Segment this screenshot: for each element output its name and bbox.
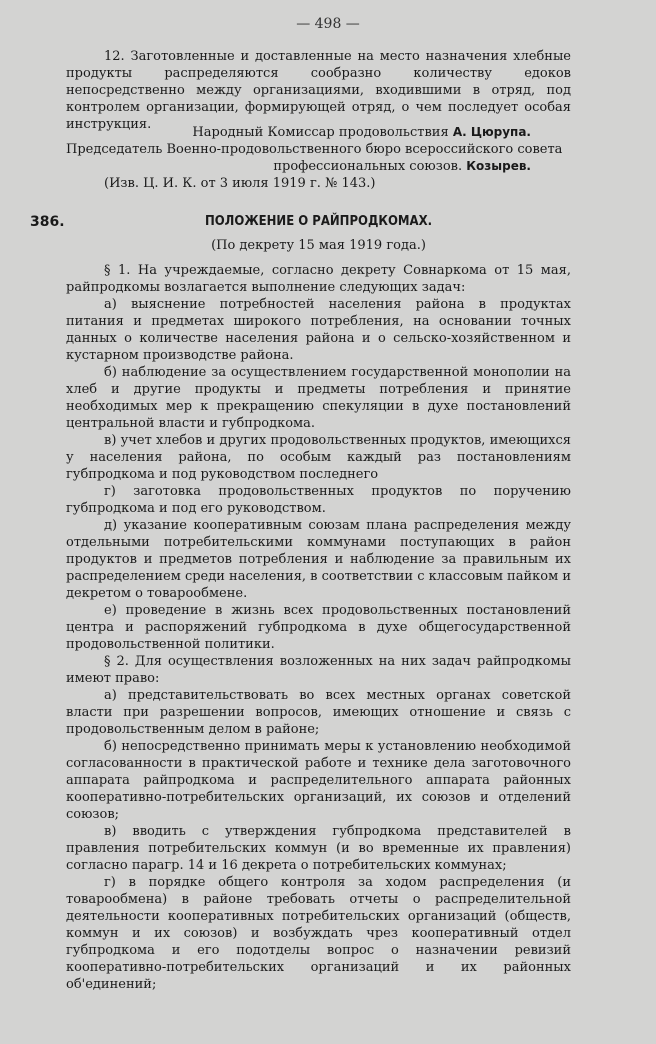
paragraph-1a: а) выяснение потребностей населения района в продуктах питания и предметах широкого потребления, на основании точных данных о количестве населения района и о сельско-хозяйственном и кустарном производстве района.	[66, 297, 571, 363]
section-title: ПОЛОЖЕНИЕ О РАЙПРОДКОМАХ.	[204, 214, 433, 229]
source-citation: (Изв. Ц. И. К. от 3 июля 1919 г. № 143.)	[104, 176, 376, 191]
section-number: 386.	[30, 214, 65, 230]
signature-2-line1: Председатель Военно-продовольственного бюро всероссийского совета	[66, 142, 563, 157]
signature-1-title: Народный Комиссар продовольствия	[192, 125, 453, 140]
paragraph-1: § 1. На учреждаемые, согласно декрету Совнаркома от 15 мая, райпродкомы возлагается выполнение следующих задач:	[66, 263, 571, 295]
item-12-paragraph: 12. Заготовленные и доставленные на место назначения хлебные продукты распределяются сообразно количеству едоков непосредственно между организациями, входившими в отряд, под контролем организации, формирующей отряд, о чем последует особая инструкция.	[66, 49, 571, 132]
signature-2-name: Козырев.	[466, 159, 531, 173]
item-12-block	[66, 48, 571, 133]
paragraph-1d: д) указание кооперативным союзам плана распределения между отдельными потребительскими коммунами поступающих в район продуктов и предметов потребления и наблюдение за правильным их распределением среди населения, в соответствии с классовым пайком и декретом о товарообмене.	[66, 518, 572, 601]
paragraph-1g: г) заготовка продовольственных продуктов по поручению губпродкома и под его руководством.	[66, 484, 571, 516]
paragraph-2: § 2. Для осуществления возложенных на них задач райпродкомы имеют право:	[66, 654, 571, 686]
paragraph-1b: б) наблюдение за осуществлением государственной монополии на хлеб и другие продукты и предметы потребления и принятие необходимых мер к прекращению спекуляции в духе постановлений центральной власти и губпродкома.	[66, 365, 571, 431]
paragraph-2g: г) в порядке общего контроля за ходом распределения (и товарообмена) в районе требовать отчеты о распределительной деятельности кооперативных потребительских организаций (обществ, коммун и их союзов) и возбуждать чрез кооперативный отдел губпродкома и его подотделы вопрос о назначении ревизий кооперативно-потребительских организаций и их районных об'единений;	[66, 875, 571, 992]
signature-1-name: А. Цюрупа.	[452, 125, 531, 139]
paragraph-2v: в) вводить с утверждения губпродкома представителей в правления потребительских коммун (и во временные их правления) согласно парагр. 14 и 16 декрета о потребительских коммунах;	[66, 824, 571, 873]
signatures	[66, 124, 571, 192]
section-body	[66, 262, 571, 993]
paragraph-2b: б) непосредственно принимать меры к установлению необходимой согласованности в практической работе и технике дела заготовочного аппарата райпродкома и распределительного аппарата районных кооперативно-потребительских организаций, их союзов и отделений союзов;	[66, 739, 571, 822]
paragraph-1e: е) проведение в жизнь всех продовольственных постановлений центра и распоряжений губпродкома в духе общегосударственной продовольственной политики.	[66, 603, 571, 652]
paragraph-1v: в) учет хлебов и других продовольственных продуктов, имеющихся у населения района, по особым каждый раз постановлениям губпродкома и под руководством последнего	[66, 433, 571, 482]
signature-1	[66, 124, 571, 141]
page-number: — 498 —	[296, 16, 360, 32]
paragraph-2a: а) представительствовать во всех местных органах советской власти при разрешении вопросов, имеющих отношение и связь с продовольственным делом в районе;	[66, 688, 571, 737]
decree-subtitle: (По декрету 15 мая 1919 года.)	[211, 238, 426, 253]
signature-2-line2	[66, 158, 571, 175]
signature-2-title: профессиональных союзов.	[273, 159, 467, 174]
